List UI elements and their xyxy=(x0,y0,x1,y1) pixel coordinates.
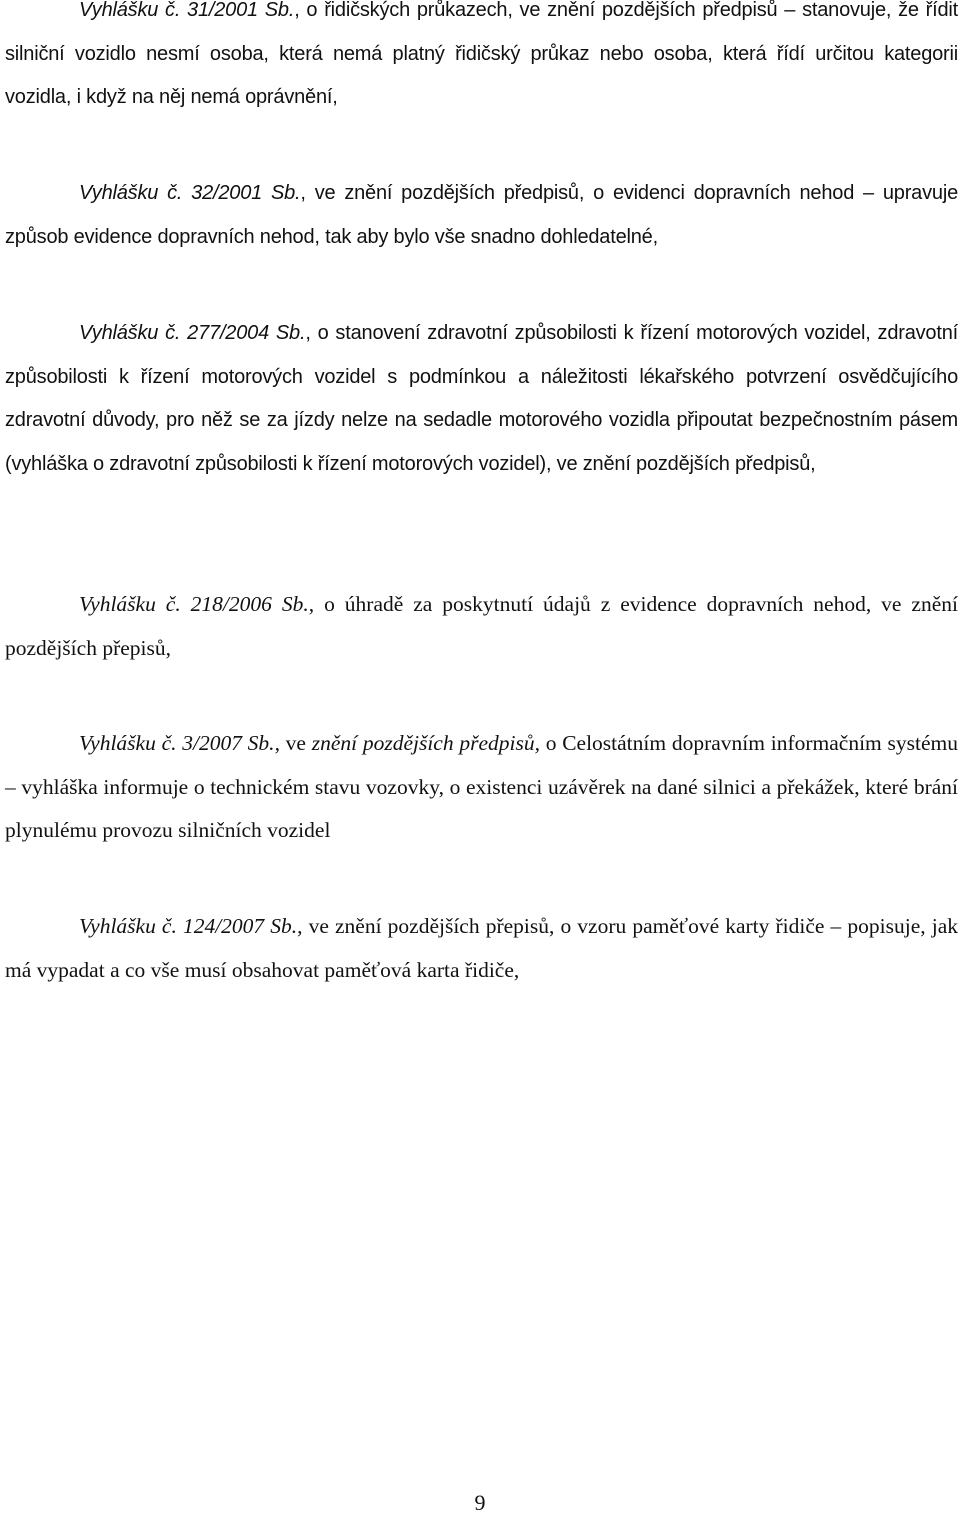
paragraph-vyhlaska-124-2007 xyxy=(5,905,958,992)
paragraph-text-lead: , ve xyxy=(274,731,312,755)
regulation-reference: Vyhlášku č. 32/2001 Sb. xyxy=(79,182,301,204)
paragraph-text: , o řidičských průkazech, ve znění pozdějších předpisů – stanovuje, že řídit silniční vozidlo nesmí osoba, která nemá platný řidičský průkaz nebo osoba, která řídí určitou kategorii vozidla, i když na něj nemá oprávnění, xyxy=(5,0,959,108)
paragraph-vyhlaska-31-2001 xyxy=(5,0,958,120)
regulation-reference: Vyhlášku č. 31/2001 Sb. xyxy=(79,0,295,21)
paragraph-vyhlaska-277-2004 xyxy=(5,312,958,486)
paragraph-text: , ve znění pozdějších předpisů, o evidenci dopravních nehod – upravuje způsob evidence dopravních nehod, tak aby bylo vše snadno dohledatelné, xyxy=(5,182,958,248)
page-number: 9 xyxy=(474,1490,486,1515)
paragraph-text: o Celostátním dopravním informačním systému – vyhláška informuje o technickém stavu vozovky, o existenci uzávěrek na dané silnici a překážek, které brání plynulému provozu silničních vozidel xyxy=(5,731,958,842)
regulation-reference: Vyhlášku č. 218/2006 Sb. xyxy=(79,592,309,616)
paragraph-text: , o úhradě za poskytnutí údajů z evidence dopravních nehod, ve znění pozdějších přepisů, xyxy=(5,592,958,660)
paragraph-text: , o stanovení zdravotní způsobilosti k řízení motorových vozidel, zdravotní způsobilosti k řízení motorových vozidel s podmínkou a náležitosti lékařského potvrzení osvědčujícího zdravotní důvody, pro něž se za jízdy nelze na sedadle motorového vozidla připoutat bezpečnostním pásem (vyhláška o zdravotní způsobilosti k řízení motorových vozidel), ve znění pozdějších předpisů, xyxy=(5,322,958,475)
regulation-reference: Vyhlášku č. 124/2007 Sb. xyxy=(79,914,298,938)
paragraph-vyhlaska-3-2007 xyxy=(5,722,958,853)
paragraph-vyhlaska-218-2006 xyxy=(5,583,958,670)
paragraph-text: , ve znění pozdějších přepisů, o vzoru paměťové karty řidiče – popisuje, jak má vypadat a co vše musí obsahovat paměťová karta řidiče, xyxy=(5,914,958,982)
regulation-reference: Vyhlášku č. 3/2007 Sb. xyxy=(79,731,275,755)
paragraph-vyhlaska-32-2001 xyxy=(5,172,958,259)
regulation-reference: Vyhlášku č. 277/2004 Sb. xyxy=(79,322,306,344)
paragraph-italic-phrase: znění pozdějších předpisů, xyxy=(311,731,540,755)
